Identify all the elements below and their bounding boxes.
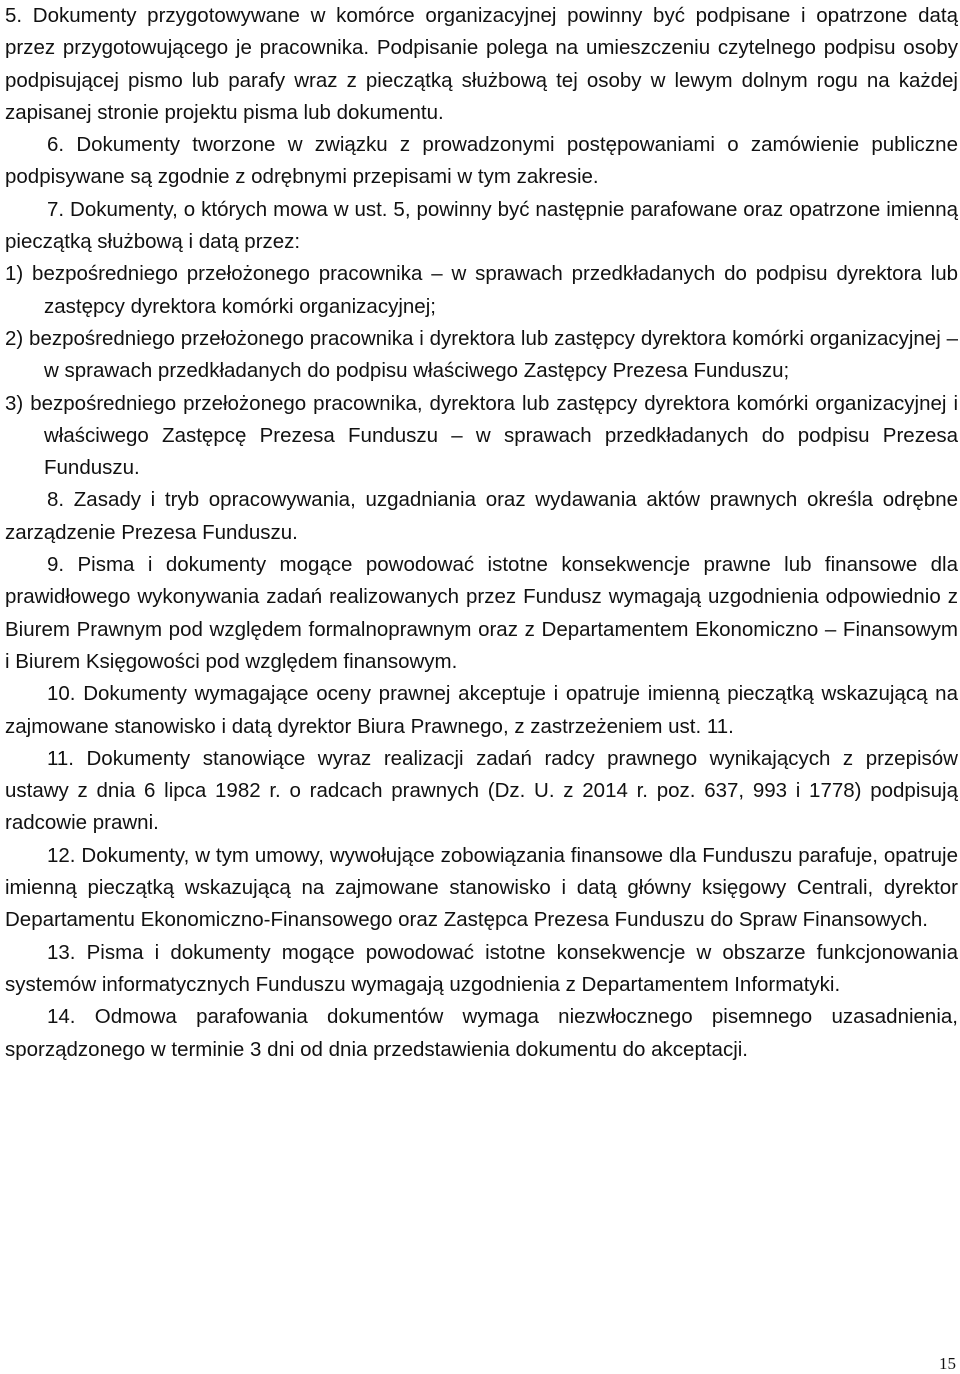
- document-body: [5, 0, 958, 1066]
- paragraph-5: 5. Dokumenty przygotowywane w komórce organizacyjnej powinny być podpisane i opatrzone datą przez przygotowującego je pracownika. Podpisanie polega na umieszczeniu czytelnego podpisu osoby podpisującej pismo lub parafy wraz z pieczątką służbową tej osoby w lewym dolnym rogu na każdej zapisanej stronie projektu pisma lub dokumentu.: [5, 4, 958, 124]
- page-number: 15: [939, 1354, 956, 1373]
- paragraph-12: 12. Dokumenty, w tym umowy, wywołujące zobowiązania finansowe dla Funduszu parafuje, opatruje imienną pieczątką wskazującą na zajmowane stanowisko i datą główny księgowy Centrali, dyrektor Departamentu Ekonomiczno-Finansowego oraz Zastępca Prezesa Funduszu do Spraw Finansowych.: [5, 843, 958, 932]
- paragraph-7: 7. Dokumenty, o których mowa w ust. 5, powinny być następnie parafowane oraz opatrzone imienną pieczątką służbową i datą przez:: [5, 197, 958, 254]
- paragraph-11: 11. Dokumenty stanowiące wyraz realizacji zadań radcy prawnego wynikających z przepisów ustawy z dnia 6 lipca 1982 r. o radcach prawnych (Dz. U. z 2014 r. poz. 637, 993 i 1778) podpisują radcowie prawni.: [5, 746, 958, 835]
- paragraph-9: 9. Pisma i dokumenty mogące powodować istotne konsekwencje prawne lub finansowe dla prawidłowego wykonywania zadań realizowanych przez Fundusz wymagają uzgodnienia odpowiednio z Biurem Prawnym pod względem formalnoprawnym oraz z Departamentem Ekonomiczno – Finansowym i Biurem Księgowości pod względem finansowym.: [5, 553, 958, 673]
- paragraph-8: 8. Zasady i tryb opracowywania, uzgadniania oraz wydawania aktów prawnych określa odrębne zarządzenie Prezesa Funduszu.: [5, 488, 958, 544]
- paragraph-14: 14. Odmowa parafowania dokumentów wymaga niezwłocznego pisemnego uzasadnienia, sporządzonego w terminie 3 dni od dnia przedstawienia dokumentu do akceptacji.: [5, 1005, 958, 1061]
- paragraph-13: 13. Pisma i dokumenty mogące powodować istotne konsekwencje w obszarze funkcjonowania systemów informatycznych Funduszu wymagają uzgodnienia z Departamentem Informatyki.: [5, 940, 958, 996]
- paragraph-10: 10. Dokumenty wymagające oceny prawnej akceptuje i opatruje imienną pieczątką wskazującą na zajmowane stanowisko i datą dyrektor Biura Prawnego, z zastrzeżeniem ust. 11.: [5, 682, 958, 738]
- list-item: 2) bezpośredniego przełożonego pracownika i dyrektora lub zastępcy dyrektora komórki organizacyjnej – w sprawach przedkładanych do podpisu właściwego Zastępcy Prezesa Funduszu;: [5, 326, 958, 383]
- list-item: 3) bezpośredniego przełożonego pracownika, dyrektora lub zastępcy dyrektora komórki organizacyjnej i właściwego Zastępcę Prezesa Funduszu – w sprawach przedkładanych do podpisu Prezesa Funduszu.: [5, 391, 958, 480]
- list-item: 1) bezpośredniego przełożonego pracownika – w sprawach przedkładanych do podpisu dyrektora lub zastępcy dyrektora komórki organizacyjnej;: [5, 262, 958, 318]
- paragraph-6: 6. Dokumenty tworzone w związku z prowadzonymi postępowaniami o zamówienie publiczne podpisywane są zgodnie z odrębnymi przepisami w tym zakresie.: [5, 133, 958, 189]
